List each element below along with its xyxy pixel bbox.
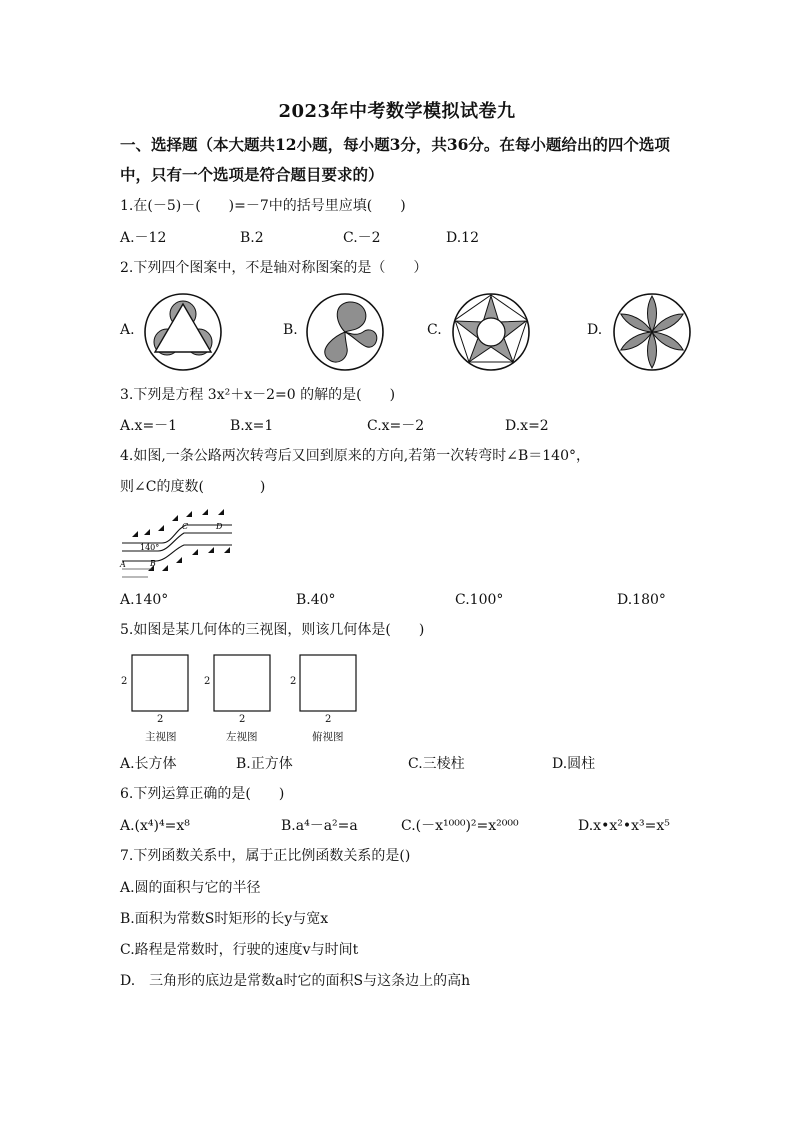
q4-option-c: C.100° bbox=[455, 592, 504, 608]
q5-front-bottom-dim: 2 bbox=[157, 714, 164, 725]
q2-label-d: D. bbox=[587, 322, 603, 338]
q6-option-a: A.(x⁴)⁴=x⁸ bbox=[120, 818, 190, 834]
page-title: 2023年中考数学模拟试卷九 bbox=[278, 101, 516, 122]
q5-left-side-dim: 2 bbox=[204, 676, 211, 687]
q5-left-caption: 左视图 bbox=[226, 731, 258, 743]
q5-top-caption: 俯视图 bbox=[312, 731, 344, 743]
q2-label-b: B. bbox=[283, 322, 298, 338]
q2-figure-a bbox=[143, 292, 223, 372]
q6-option-c: C.(－x¹⁰⁰⁰)²=x²⁰⁰⁰ bbox=[401, 818, 519, 834]
q4-angle-label: 140° bbox=[140, 543, 160, 552]
q4-road-figure bbox=[118, 505, 238, 583]
q4-option-d: D.180° bbox=[617, 592, 666, 608]
q7-option-b: B.面积为常数S时矩形的长y与宽x bbox=[120, 911, 329, 927]
q4-label-c: C bbox=[182, 522, 189, 531]
section-heading-line1: 一、选择题（本大题共12小题，每小题3分，共36分。在每小题给出的四个选项 bbox=[120, 135, 670, 154]
q7-option-a: A.圆的面积与它的半径 bbox=[120, 880, 261, 896]
q5-top-side-dim: 2 bbox=[290, 676, 297, 687]
q4-label-b: B bbox=[150, 559, 156, 568]
q6-option-b: B.a⁴－a²=a bbox=[281, 818, 358, 834]
q3-option-d: D.x=2 bbox=[505, 418, 549, 434]
q5-stem: 5.如图是某几何体的三视图，则该几何体是( ) bbox=[120, 622, 425, 638]
q5-option-c: C.三棱柱 bbox=[408, 756, 465, 772]
q1-stem: 1.在(－5)－( )=－7中的括号里应填( ) bbox=[120, 198, 406, 214]
q4-stem-line1: 4.如图,一条公路两次转弯后又回到原来的方向,若第一次转弯时∠B＝140°， bbox=[120, 448, 590, 464]
q2-stem: 2.下列四个图案中，不是轴对称图案的是（ ） bbox=[120, 260, 428, 276]
q1-option-c: C.－2 bbox=[343, 230, 381, 246]
q5-top-view-square bbox=[299, 654, 357, 712]
q1-option-b: B.2 bbox=[240, 230, 264, 246]
q4-label-d: D bbox=[216, 522, 223, 531]
q2-label-a: A. bbox=[120, 322, 135, 338]
q4-label-a: A bbox=[120, 560, 126, 569]
q5-option-a: A.长方体 bbox=[120, 756, 177, 772]
q4-option-a: A.140° bbox=[120, 592, 169, 608]
q5-option-b: B.正方体 bbox=[236, 756, 293, 772]
q6-stem: 6.下列运算正确的是( ) bbox=[120, 786, 285, 802]
q5-left-bottom-dim: 2 bbox=[239, 714, 246, 725]
q5-left-view-square bbox=[213, 654, 271, 712]
q2-label-c: C. bbox=[427, 322, 442, 338]
q6-option-d: D.x•x²•x³=x⁵ bbox=[578, 818, 670, 834]
q3-option-a: A.x=－1 bbox=[120, 418, 178, 434]
q4-option-b: B.40° bbox=[296, 592, 336, 608]
q2-figure-d bbox=[612, 292, 692, 372]
q5-front-caption: 主视图 bbox=[145, 731, 177, 743]
section-heading-line2: 中，只有一个选项是符合题目要求的） bbox=[120, 165, 384, 184]
q1-option-a: A.－12 bbox=[120, 230, 167, 246]
q3-option-c: C.x=－2 bbox=[367, 418, 425, 434]
q4-stem-line2: 则∠C的度数( ) bbox=[120, 479, 266, 495]
q5-front-view-square bbox=[131, 654, 189, 712]
q3-stem: 3.下列是方程 3x²＋x－2=0 的解的是( ) bbox=[120, 387, 396, 403]
q5-front-side-dim: 2 bbox=[121, 676, 128, 687]
q3-option-b: B.x=1 bbox=[230, 418, 274, 434]
q7-option-c: C.路程是常数时，行驶的速度v与时间t bbox=[120, 942, 359, 958]
q2-figure-c bbox=[451, 292, 531, 372]
q7-option-d: D. 三角形的底边是常数a时它的面积S与这条边上的高h bbox=[120, 973, 471, 989]
q5-top-bottom-dim: 2 bbox=[325, 714, 332, 725]
q2-figure-b bbox=[305, 292, 385, 372]
q7-stem: 7.下列函数关系中，属于正比例函数关系的是() bbox=[120, 848, 411, 864]
q5-option-d: D.圆柱 bbox=[552, 756, 596, 772]
q1-option-d: D.12 bbox=[446, 230, 479, 246]
